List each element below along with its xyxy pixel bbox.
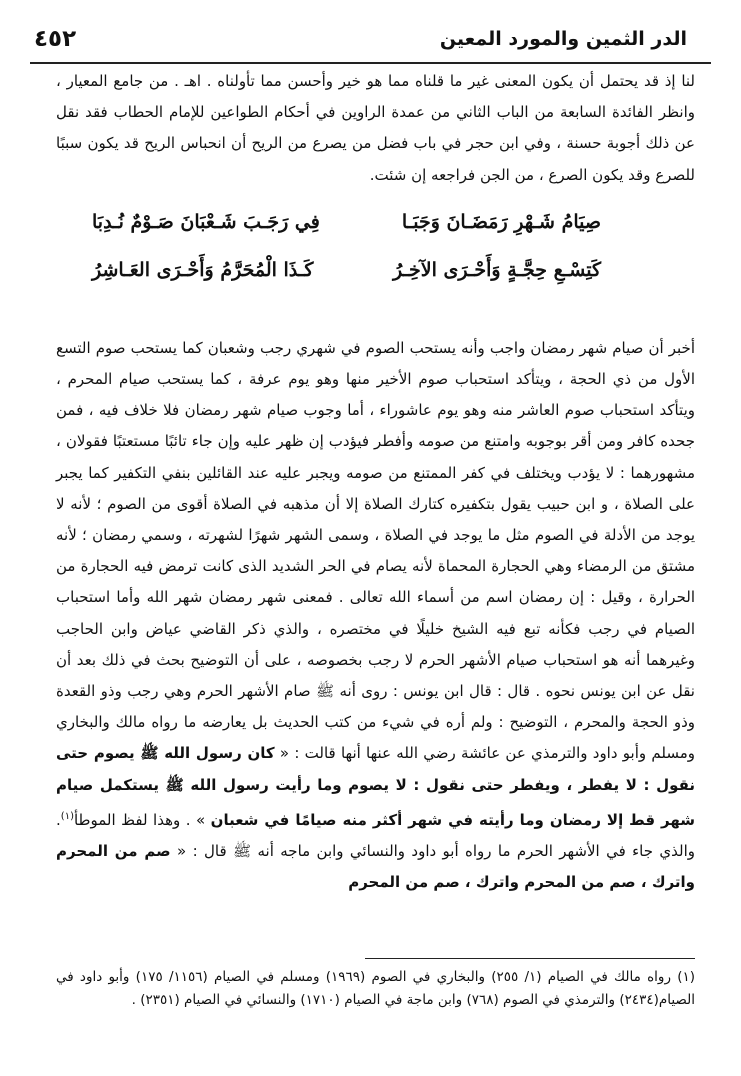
page-number: ٤٥٢ <box>34 26 77 52</box>
hadith-quote-1: كان رسول الله ﷺ يصوم حتى نقول : لا يفطر ، ويفطر حتى نقول : لا يصوم وما رأيت رسول الله ﷺ يستكمل صيام شهر قط إلا رمضان وما رأيته في شهر أكثر منه صيامًا في شعبان <box>56 744 695 829</box>
footnotes <box>56 966 695 1012</box>
poem-verses <box>56 197 695 327</box>
hadith-quote-2: صم من المحرم واترك ، صم من المحرم واترك ، صم من المحرم <box>56 842 695 892</box>
verse-2-first-hemistich: كَتِسْـعِ حِجَّـةٍ وَأَحْـرَى الآخِـرُ <box>392 258 601 281</box>
footnote-1: (١) رواه مالك في الصيام (١/ ٢٥٥) والبخاري في الصوم (١٩٦٩) ومسلم في الصيام (١١٥٦/ ١٧٥) وأبو داود في الصيام(٢٤٣٤) والترمذي في الصوم (٧٦٨) وابن ماجة في الصيام (١٧١٠) والنسائي في الصيام (٢٣٥١) . <box>56 969 696 1008</box>
footnote-separator <box>365 958 695 959</box>
intro-paragraph: لنا إذ قد يحتمل أن يكون المعنى غير ما قلناه مما هو خير وأحسن مما تأولناه . اهـ . من جامع المعيار ، وانظر الفائدة السابعة من الباب الثاني من عمدة الراوين في أحكام الطواعين للإمام الحطاب فقد نقل عن ذلك أجوبة حسنة ، وفي ابن حجر في باب فضل من يصرع من الريح أن انحباس الريح قد يكون سببًا للصرع وقد يكون الصرع ، من الجن فراجعه إن شئت. <box>56 72 695 184</box>
commentary-text-2: » . وهذا لفظ الموطأ <box>73 810 206 829</box>
commentary-text-3: . والذي جاء في الأشهر الحرم ما رواه أبو داود والنسائي وابن ماجه أنه ﷺ قال : « <box>56 810 695 861</box>
verse-2-second-hemistich: كَـذَا الْمُحَرَّمُ وَأَحْـرَى العَـاشِرُ <box>92 258 314 281</box>
commentary-paragraph <box>56 333 695 899</box>
commentary-text: أخبر أن صيام شهر رمضان واجب وأنه يستحب الصوم في شهري رجب وشعبان كما يستحب صوم التسع الأول من ذي الحجة ، ويتأكد استحباب صوم الأخير منها وهو يوم عرفة ، كما يستحب صيام المحرم ، ويتأكد استحباب صوم العاشر منه وهو يوم عاشوراء ، أما وجوب صيام شهر رمضان فلا خلاف فيه ، فمن جحده كافر ومن أقر بوجوبه وامتنع من صومه وأفطر فيؤدب إن ظهر عليه وإن جاء تائبًا مستعتبًا فقولان ، مشهورهما : لا يؤدب ويختلف في كفر الممتنع من صومه ويجبر عليه عند القائلين بنفي التكفير كما يجبر على الصلاة ، و ابن حبيب يقول بتكفيره كتارك الصلاة إلا أن مذهبه في الصلاة أقوى من الصوم ؛ لأنه لا يوجد من الأدلة في الصوم مثل ما يوجد في الصلاة ، وسمى الشهر شهرًا لشهرته ، وسمي رمضان ؛ لأنه مشتق من الرمضاء وهي الحجارة المحماة لأنه يصام في الحر الشديد الذى كانت ترمض فيه الحجارة من الحرارة ، وقيل : إن رمضان اسم من أسماء الله تعالى . فمعنى شهر رمضان شهر الله وأما استحباب الصيام في رجب فكأنه تبع فيه الشيخ خليلًا في مختصره ، والذي ذكر القاضي عياض وابن الحاجب وغيرهما أنه هو استحباب صيام الأشهر الحرم لا رجب بخصوصه ، على أن التوضيح بحث في ذلك بعد أن نقل عن ابن يونس نحوه . قال : قال ابن يونس : روى أنه ﷺ صام الأشهر الحرم وهي رجب وذو القعدة وذو الحجة والمحرم ، التوضيح : ولم أره في شيء من كتب الحديث بل يعارضه ما رواه مالك والبخاري ومسلم وأبو داود والترمذي عن عائشة رضي الله عنها أنها قالت : « <box>56 338 696 763</box>
body-text <box>56 66 695 898</box>
book-title: الدر الثمين والمورد المعين <box>439 28 687 50</box>
verse-1-first-hemistich: صِيَامُ شَـهْرِ رَمَضَـانَ وَجَبَـا <box>401 210 601 233</box>
verse-1-second-hemistich: فِي رَجَـبَ شَـعْبَانَ صَـوْمٌ نُـدِبَا <box>92 210 320 233</box>
page-header <box>30 22 711 64</box>
footnote-reference: (١) <box>60 810 74 822</box>
